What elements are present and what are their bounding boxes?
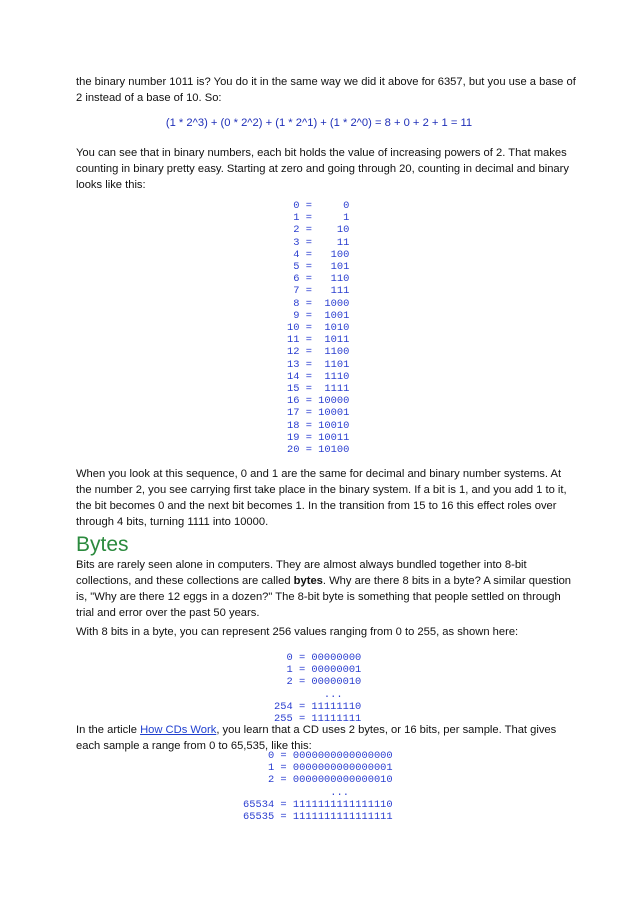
cd-text-after: , you learn that a CD uses 2 bytes, or 16 bits, per sample. That gives each sample a range from 0 to 65,535, like this: bbox=[76, 724, 557, 752]
how-cds-work-link[interactable]: How CDs Work bbox=[140, 724, 217, 736]
counting-table: 0 = 0 1 = 1 2 = 10 3 = 11 4 = 100 5 = 101 6 = 110 7 = 111 8 = 1000 9 = 1001 10 = 1010 11 = 1011 12 = 1100 13 = 1101 14 = 1110 15 = 1111 16 = 10000 17 = 10001 18 = 10010 19 = 10011 20 = 10100 bbox=[287, 200, 350, 457]
cd-sample-table: 0 = 0000000000000000 1 = 0000000000000001 2 = 0000000000000010 ... 65534 = 1111111111111110 65535 = 1111111111111111 bbox=[243, 750, 393, 824]
bytes-term: bytes bbox=[293, 575, 323, 587]
paragraph-powers-of-two: You can see that in binary numbers, each bit holds the value of increasing powers of 2. That makes counting in binary pretty easy. Starting at zero and going through 20, counting in decimal and binary looks like this: bbox=[76, 147, 569, 191]
byte-table: 0 = 00000000 1 = 00000001 2 = 00000010 ... 254 = 11111110 255 = 11111111 bbox=[274, 652, 362, 726]
bytes-text-after: . Why are there 8 bits in a byte? A similar question is, "Why are there 12 eggs in a dozen?" The 8-bit byte is something that people settled on through trial and error over the past 50 years. bbox=[76, 575, 572, 619]
paragraph-carrying: When you look at this sequence, 0 and 1 are the same for decimal and binary number systems. At the number 2, you see carrying first take place in the binary system. If a bit is 1, and you add 1 to it, the bit becomes 0 and the next bit becomes 1. In the transition from 15 to 16 this effect roles over through 4 bits, turning 1111 into 10000. bbox=[76, 468, 567, 528]
paragraph-binary-intro: the binary number 1011 is? You do it in the same way we did it above for 6357, but you use a base of 2 instead of a base of 10. So: bbox=[76, 76, 576, 104]
cd-text-before: In the article bbox=[76, 724, 141, 736]
bytes-text-before: Bits are rarely seen alone in computers. They are almost always bundled together into 8-bit collections, and these collections are called bbox=[76, 559, 527, 587]
section-heading-bytes: Bytes bbox=[76, 533, 129, 556]
paragraph-256-values: With 8 bits in a byte, you can represent 256 values ranging from 0 to 255, as shown here: bbox=[76, 626, 519, 638]
paragraph-bytes bbox=[76, 557, 576, 621]
binary-formula: (1 * 2^3) + (0 * 2^2) + (1 * 2^1) + (1 * 2^0) = 8 + 0 + 2 + 1 = 11 bbox=[165, 117, 473, 129]
